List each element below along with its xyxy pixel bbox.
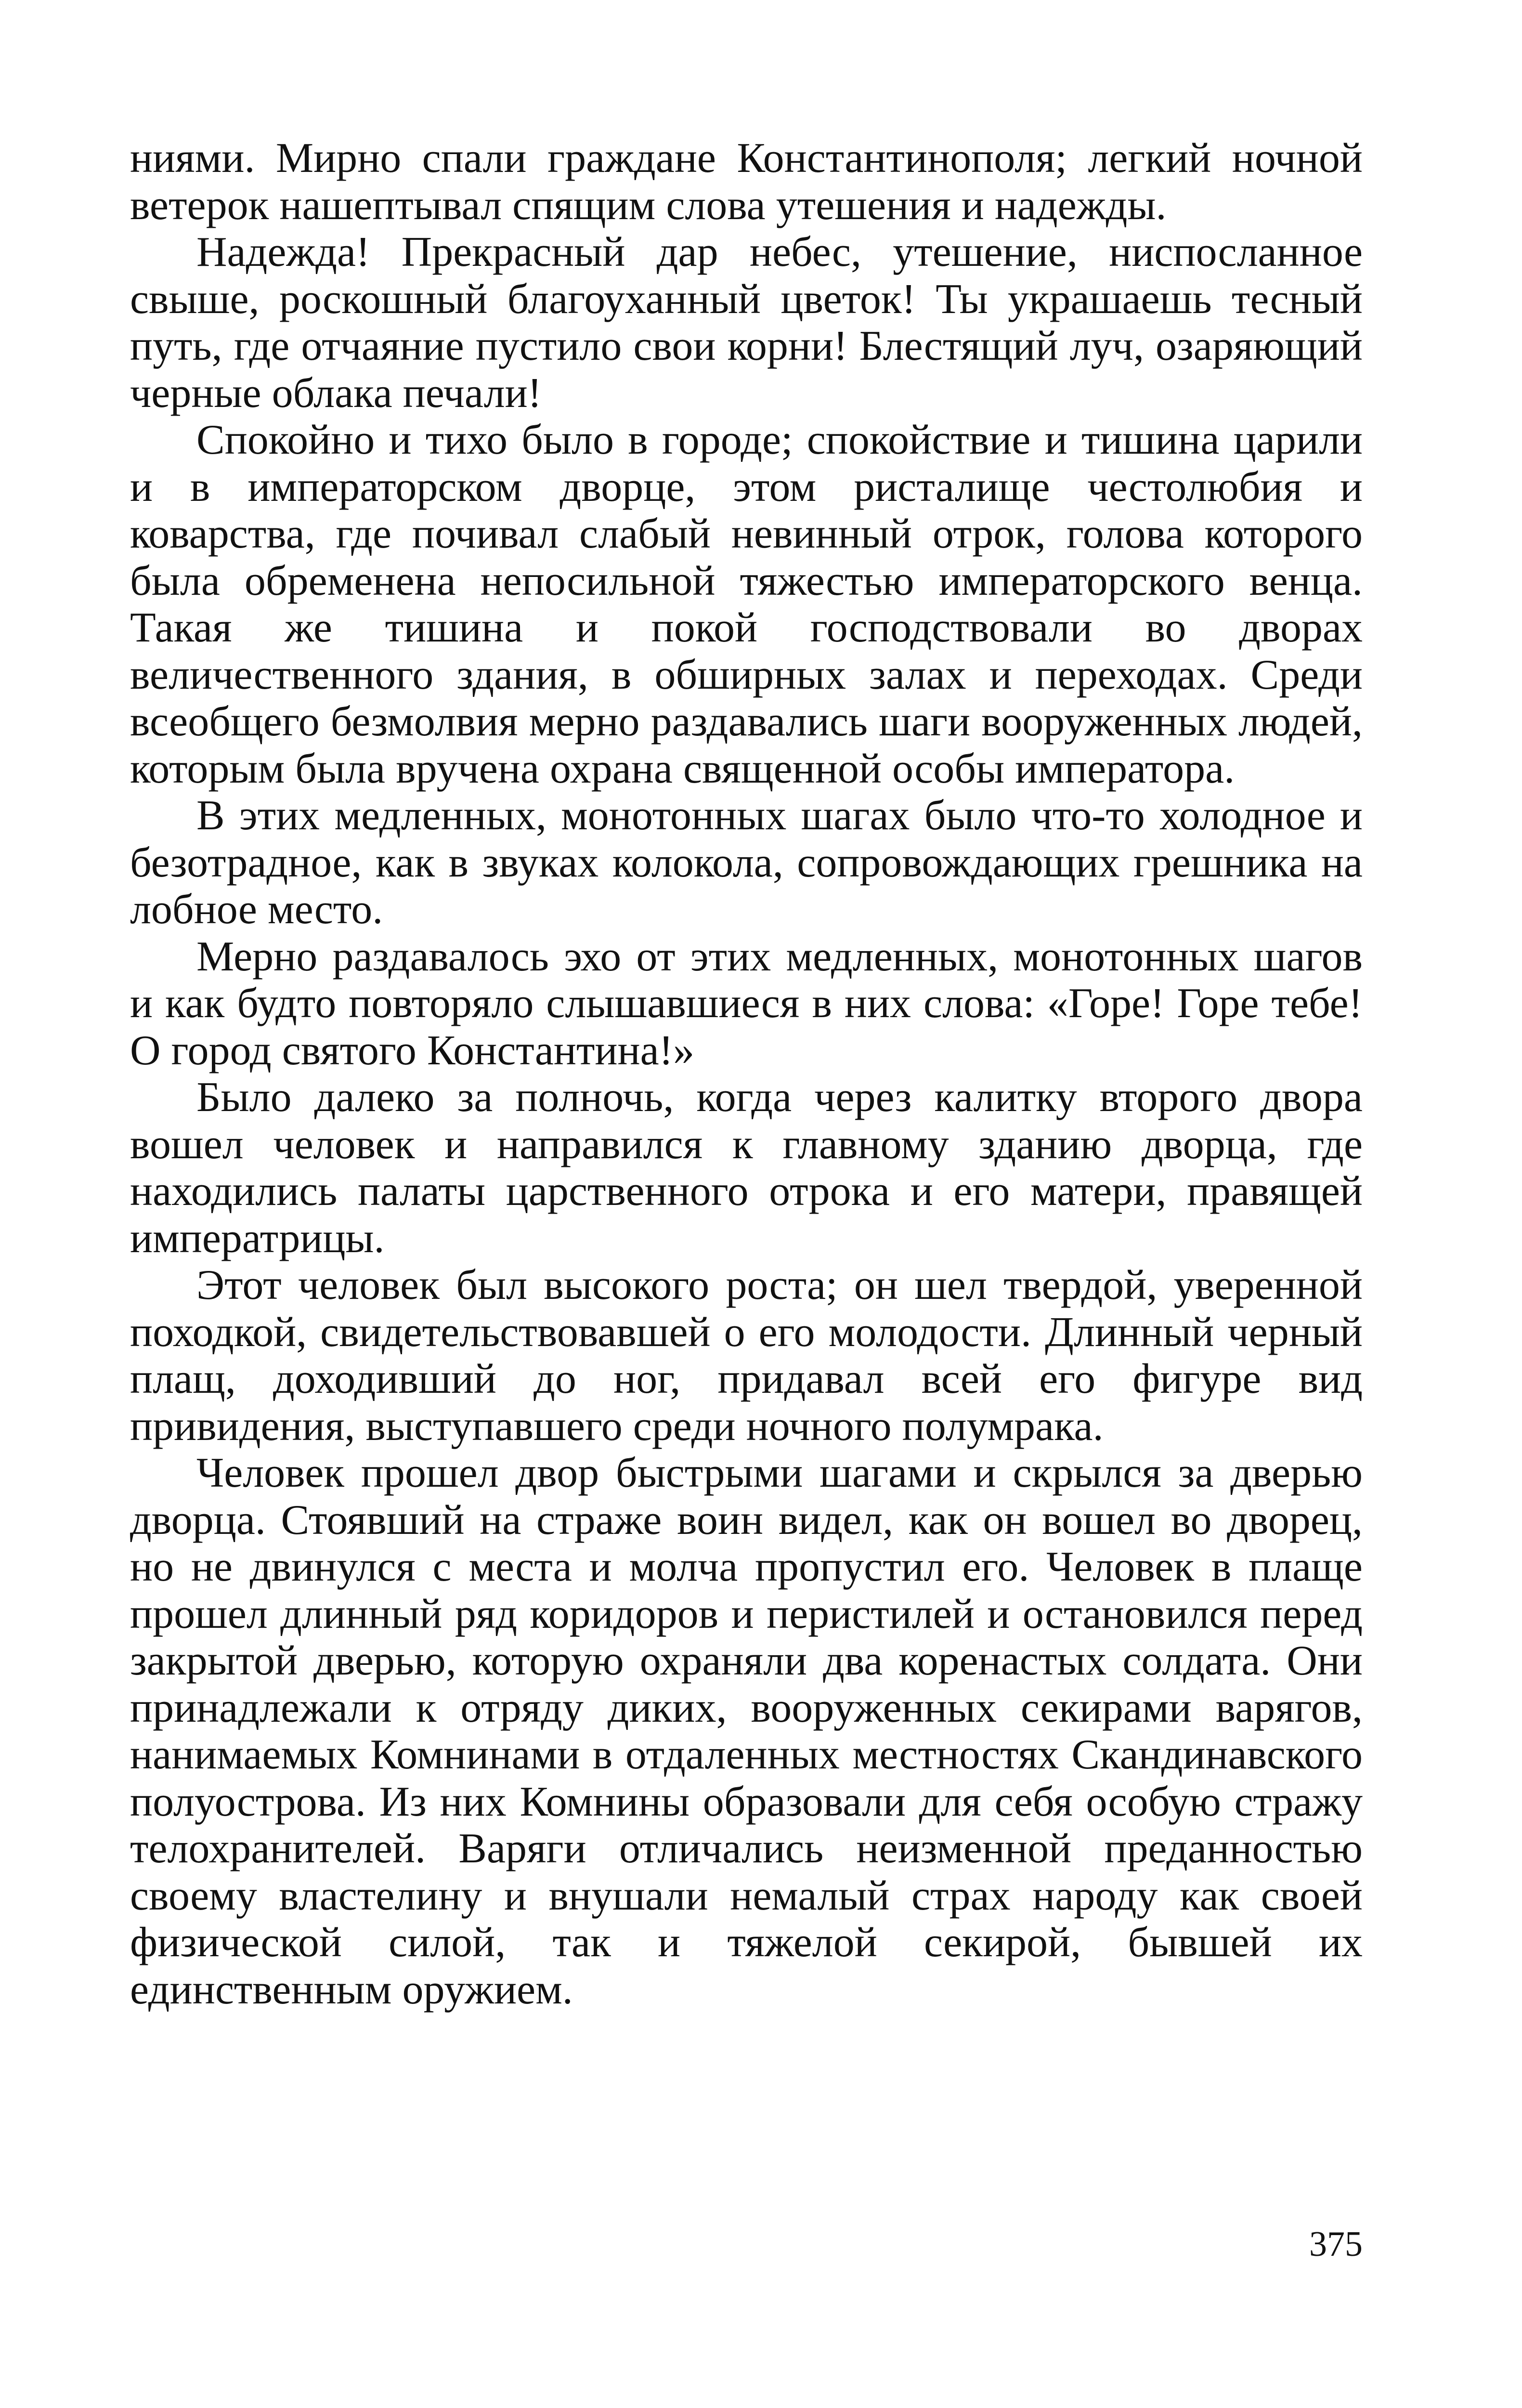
paragraph-palace-silence: Спокойно и тихо было в городе; спокойствие и тишина царили и в императорском дворце, этом ристалище честолюбия и коварства, где почивал слабый невинный отрок, голова которого была обременена непосильной тяжестью императорского венца. Такая же тишина и покой господствовали во дворах величественного здания, в обширных залах и переходах. Среди всеобщего безмолвия мерно раздавались шаги вооруженных людей, которым была вручена охрана священной особы императора. [130,417,1363,792]
paragraph-varangians: Человек прошел двор быстрыми шагами и скрылся за дверью дворца. Стоявший на страже воин видел, как он вошел во дворец, но не двинулся с места и молча пропустил его. Человек в плаще прошел длинный ряд коридоров и перистилей и остановился перед закрытой дверью, которую охраняли два коренастых солдата. Они принадлежали к отряду диких, вооруженных секирами варягов, нанимаемых Комнинами в отдаленных местностях Скандинавского полуострова. Из них Комнины образовали для себя особую стражу телохранителей. Варяги отличались неизменной преданностью своему властелину и внушали немалый страх народу как своей физической силой, так и тяжелой секирой, бывшей их единственным оружием. [130,1450,1363,2013]
paragraph-continuation: ниями. Мирно спали граждане Константинополя; легкий ночной ветерок нашептывал спящим слова утешения и надежды. [130,135,1363,229]
paragraph-echo: Мерно раздавалось эхо от этих медленных, монотонных шагов и как будто повторяло слышавшиеся в них слова: «Горе! Горе тебе! О город святого Константина!» [130,933,1363,1074]
paragraph-tall-man: Этот человек был высокого роста; он шел твердой, уверенной походкой, свидетельствовавшей о его молодости. Длинный черный плащ, доходивший до ног, придавал всей его фигуре вид привидения, выступавшего среди ночного полумрака. [130,1262,1363,1450]
page-number: 375 [1309,2225,1363,2264]
paragraph-hope: Надежда! Прекрасный дар небес, утешение, ниспосланное свыше, роскошный благоуханный цветок! Ты украшаешь тесный путь, где отчаяние пустило свои корни! Блестящий луч, озаряющий черные облака печали! [130,229,1363,417]
body-text [130,135,1363,2013]
paragraph-midnight: Было далеко за полночь, когда через калитку второго двора вошел человек и направился к главному зданию дворца, где находились палаты царственного отрока и его матери, правящей императрицы. [130,1074,1363,1262]
paragraph-steps: В этих медленных, монотонных шагах было что-то холодное и безотрадное, как в звуках колокола, сопровождающих грешника на лобное место. [130,792,1363,933]
